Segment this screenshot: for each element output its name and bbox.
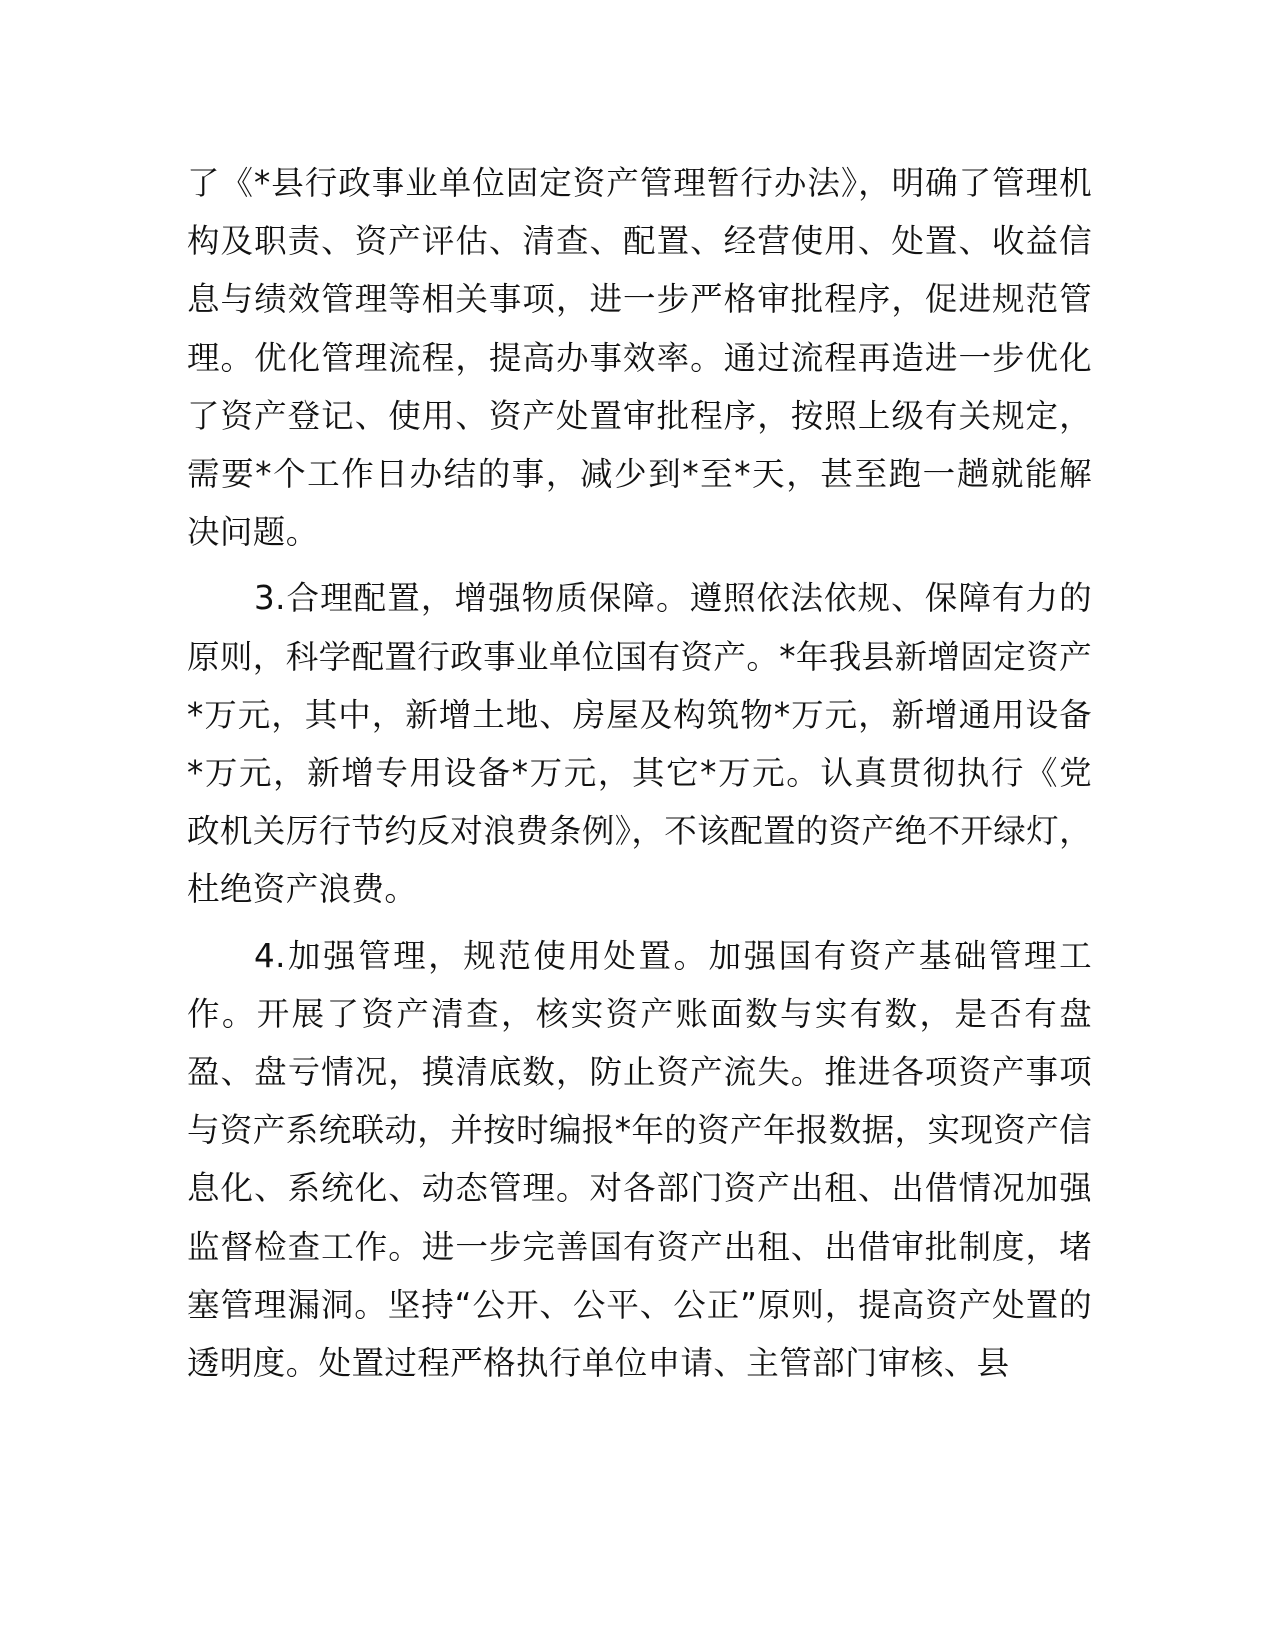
paragraph-item-3: 3.合理配置，增强物质保障。遵照依法依规、保障有力的原则，科学配置行政事业单位国有资产。*年我县新增固定资产*万元，其中，新增土地、房屋及构筑物*万元，新增通用设备*万元，新增专用设备*万元，其它*万元。认真贯彻执行《党政机关厉行节约反对浪费条例》，不该配置的资产绝不开绿灯，杜绝资产浪费。: [187, 579, 1092, 909]
paragraph-continued: 了《*县行政事业单位固定资产管理暂行办法》，明确了管理机构及职责、资产评估、清查、配置、经营使用、处置、收益信息与绩效管理等相关事项，进一步严格审批程序，促进规范管理。优化管理流程，提高办事效率。通过流程再造进一步优化了资产登记、使用、资产处置审批程序，按照上级有关规定，需要*个工作日办结的事，减少到*至*天，甚至跑一趟就能解决问题。: [187, 164, 1092, 552]
paragraph-item-4: 4.加强管理，规范使用处置。加强国有资产基础管理工作。开展了资产清查，核实资产账面数与实有数，是否有盘盈、盘亏情况，摸清底数，防止资产流失。推进各项资产事项与资产系统联动，并按时编报*年的资产年报数据，实现资产信息化、系统化、动态管理。对各部门资产出租、出借情况加强监督检查工作。进一步完善国有资产出租、出借审批制度，堵塞管理漏洞。坚持“公开、公平、公正”原则，提高资产处置的透明度。处置过程严格执行单位申请、主管部门审核、县: [187, 936, 1092, 1383]
body-text: [187, 154, 1092, 1400]
